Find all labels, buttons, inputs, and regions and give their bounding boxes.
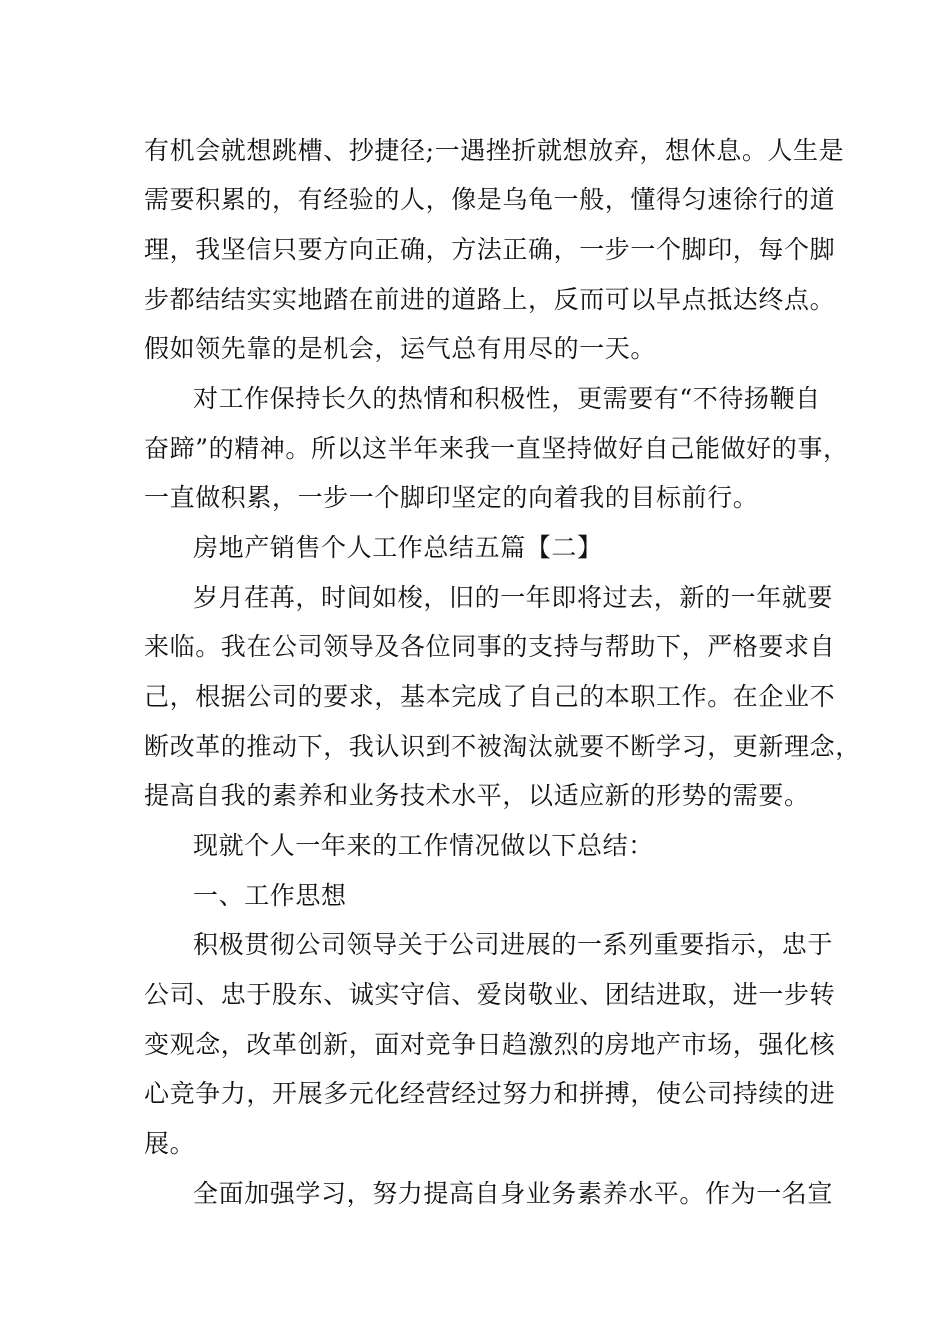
text-line-18: 公司、忠于股东、诚实守信、爱岗敬业、团结进取，进一步转 — [144, 980, 836, 1009]
subheading-work-thought: 一、工作思想 — [193, 881, 347, 910]
text-line-12: 己，根据公司的要求，基本完成了自己的本职工作。在企业不 — [144, 682, 836, 711]
text-line-1: 有机会就想跳槽、抄捷径;一遇挫折就想放弃，想休息。人生是 — [144, 136, 845, 165]
text-line-4: 步都结结实实地踏在前进的道路上，反而可以早点抵达终点。 — [144, 285, 836, 314]
text-line-6: 对工作保持长久的热情和积极性，更需要有“不待扬鞭自 — [193, 384, 821, 413]
section-heading-2: 房地产销售个人工作总结五篇【二】 — [193, 533, 603, 562]
text-line-8: 一直做积累，一步一个脚印坚定的向着我的目标前行。 — [144, 483, 759, 512]
text-line-21: 展。 — [144, 1129, 196, 1158]
text-line-20: 心竞争力，开展多元化经营经过努力和拼搏，使公司持续的进 — [144, 1079, 836, 1108]
text-line-3: 理，我坚信只要方向正确，方法正确，一步一个脚印，每个脚 — [144, 235, 836, 264]
text-line-19: 变观念，改革创新，面对竞争日趋激烈的房地产市场，强化核 — [144, 1030, 836, 1059]
text-line-10: 岁月荏苒，时间如梭，旧的一年即将过去，新的一年就要 — [193, 583, 834, 612]
text-line-13: 断改革的推动下，我认识到不被淘汰就要不断学习，更新理念， — [144, 732, 861, 761]
text-line-11: 来临。我在公司领导及各位同事的支持与帮助下，严格要求自 — [144, 632, 836, 661]
text-line-7: 奋蹄”的精神。所以这半年来我一直坚持做好自己能做好的事， — [144, 434, 849, 463]
text-line-5: 假如领先靠的是机会，运气总有用尽的一天。 — [144, 334, 657, 363]
text-line-14: 提高自我的素养和业务技术水平，以适应新的形势的需要。 — [144, 781, 810, 810]
text-line-2: 需要积累的，有经验的人，像是乌龟一般，懂得匀速徐行的道 — [144, 185, 836, 214]
text-line-15: 现就个人一年来的工作情况做以下总结： — [193, 831, 654, 860]
text-line-22: 全面加强学习，努力提高自身业务素养水平。作为一名宣 — [193, 1179, 834, 1208]
text-line-17: 积极贯彻公司领导关于公司进展的一系列重要指示，忠于 — [193, 930, 834, 959]
